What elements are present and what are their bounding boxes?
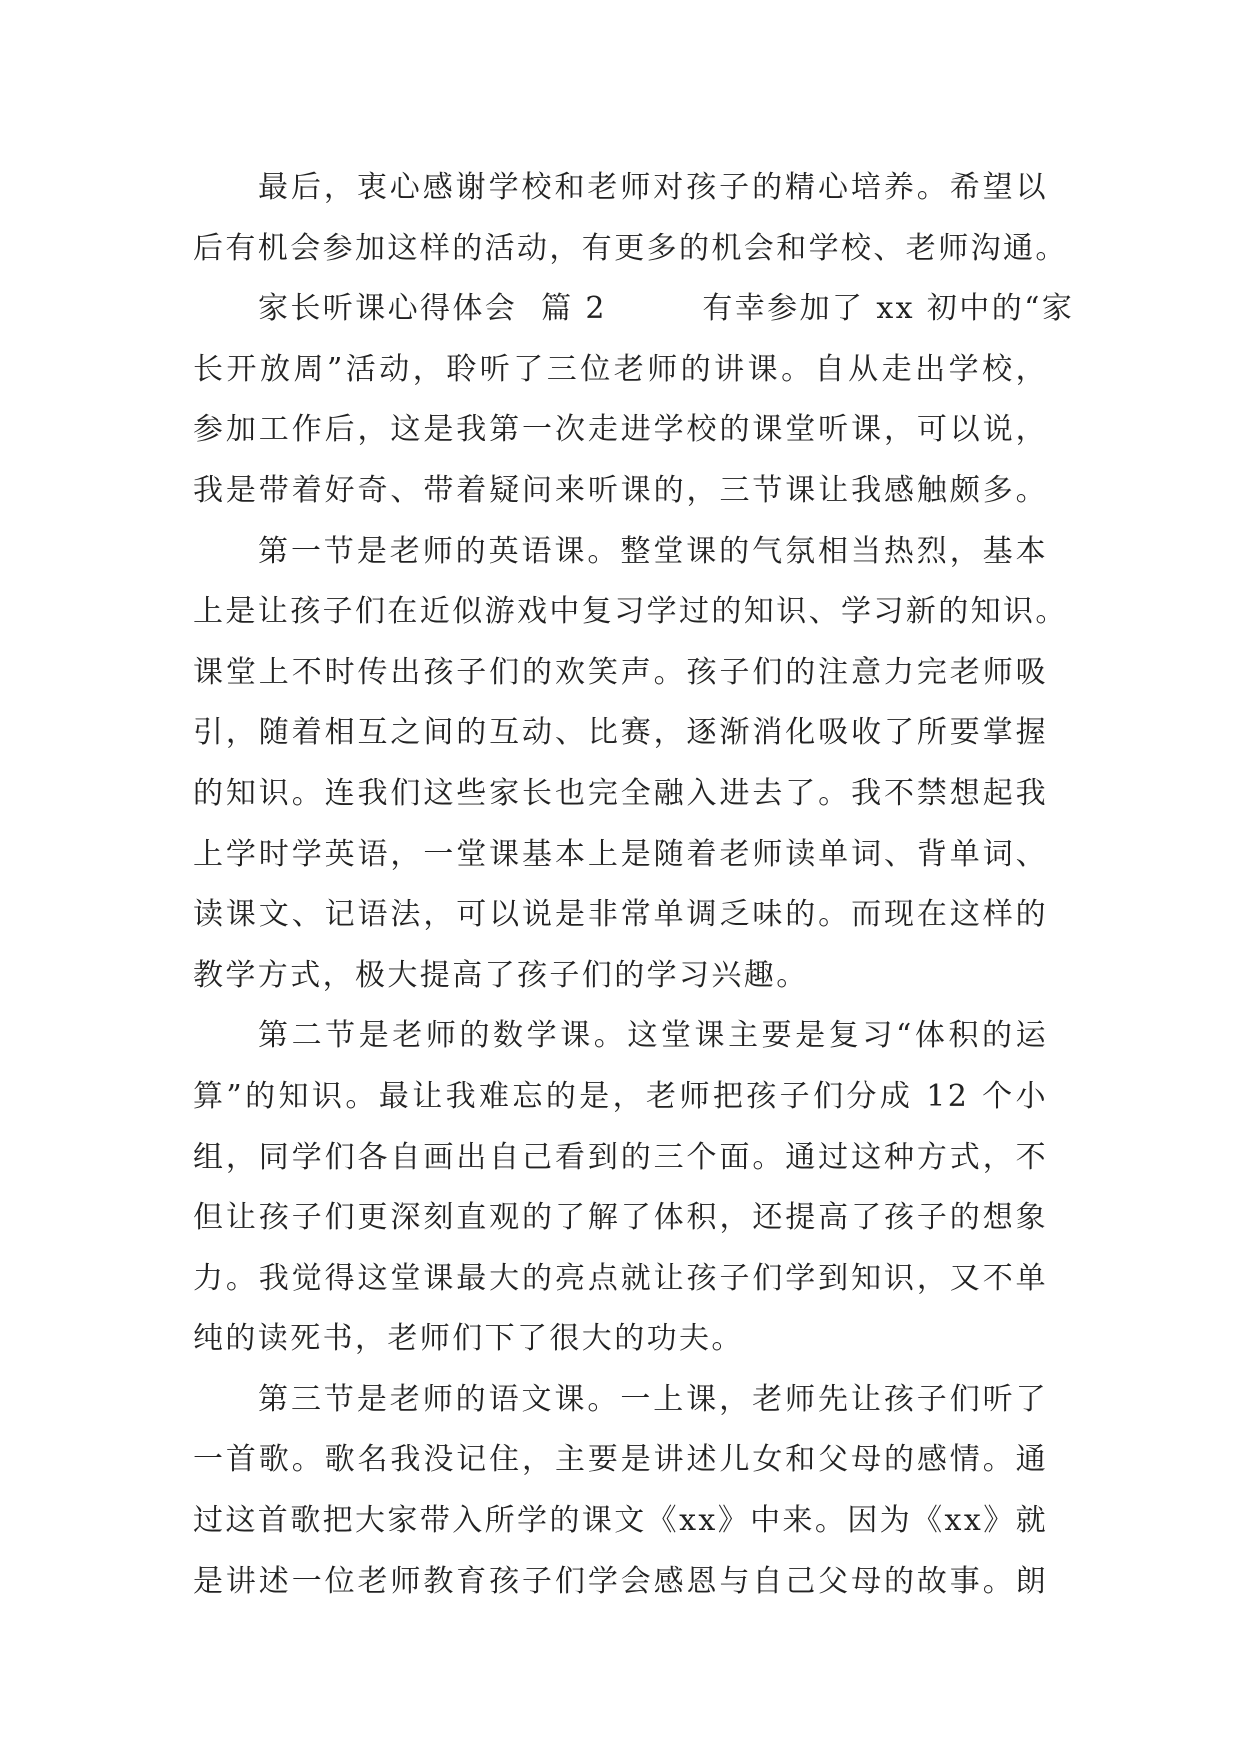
text-line: 长开放周”活动，聆听了三位老师的讲课。自从走出学校，: [193, 351, 1048, 387]
text-line: 力。我觉得这堂课最大的亮点就让孩子们学到知识，又不单: [193, 1260, 1048, 1296]
text-line: 后有机会参加这样的活动，有更多的机会和学校、老师沟通。: [193, 230, 1068, 266]
text-line: 第三节是老师的语文课。一上课，老师先让孩子们听了: [258, 1381, 1048, 1417]
text-line: 读课文、记语法，可以说是非常单调乏味的。而现在这样的: [193, 897, 1048, 933]
document-body: [193, 158, 1075, 1612]
text-line: 过这首歌把大家带入所学的课文《xx》中来。因为《xx》就: [193, 1503, 1048, 1539]
text-line: 课堂上不时传出孩子们的欢笑声。孩子们的注意力完老师吸: [193, 654, 1048, 690]
text-line: 组，同学们各自画出自己看到的三个面。通过这种方式，不: [193, 1139, 1048, 1175]
text-line: 算”的知识。最让我难忘的是，老师把孩子们分成 12 个小: [193, 1078, 1048, 1114]
text-line: 的知识。连我们这些家长也完全融入进去了。我不禁想起我: [193, 775, 1048, 811]
text-line: 家长听课心得体会 篇 2 有幸参加了 xx 初中的“家: [258, 291, 1075, 327]
text-line: 是讲述一位老师教育孩子们学会感恩与自己父母的故事。朗: [193, 1563, 1048, 1599]
text-line: 一首歌。歌名我没记住，主要是讲述儿女和父母的感情。通: [193, 1442, 1048, 1478]
text-line: 参加工作后，这是我第一次走进学校的课堂听课，可以说，: [193, 412, 1048, 448]
text-line: 但让孩子们更深刻直观的了解了体积，还提高了孩子的想象: [193, 1200, 1048, 1236]
text-line: 上学时学英语，一堂课基本上是随着老师读单词、背单词、: [193, 836, 1048, 872]
text-line: 最后，衷心感谢学校和老师对孩子的精心培养。希望以: [258, 170, 1048, 205]
text-line: 教学方式，极大提高了孩子们的学习兴趣。: [193, 957, 809, 993]
text-line: 第二节是老师的数学课。这堂课主要是复习“体积的运: [258, 1018, 1048, 1054]
text-line: 我是带着好奇、带着疑问来听课的，三节课让我感触颇多。: [193, 472, 1048, 508]
text-line: 上是让孩子们在近似游戏中复习学过的知识、学习新的知识。: [193, 594, 1068, 630]
text-line: 纯的读死书，老师们下了很大的功夫。: [193, 1321, 744, 1357]
text-line: 第一节是老师的英语课。整堂课的气氛相当热烈，基本: [258, 533, 1048, 569]
text-line: 引，随着相互之间的互动、比赛，逐渐消化吸收了所要掌握: [193, 715, 1048, 751]
